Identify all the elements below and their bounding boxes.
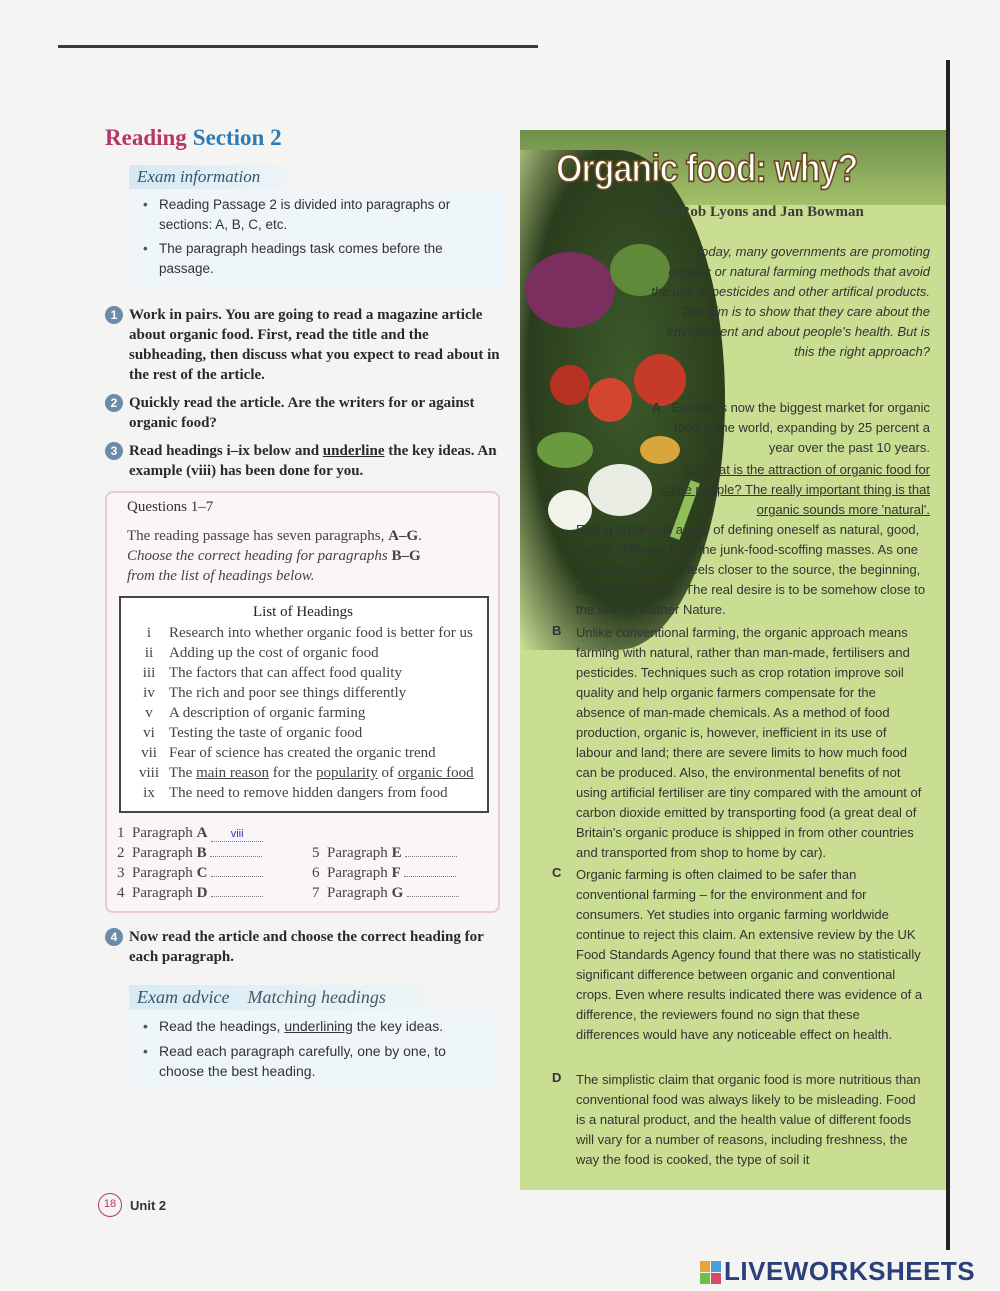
headings-title: List of Headings — [253, 604, 353, 620]
paragraph-d: The simplistic claim that organic food is more nutritious than conventional food was always likely to be misleading. Food is a natural product, and the health value of different foods will vary for a number of reasons, including freshness, the way the food is cooked, the type of soil it — [576, 1072, 921, 1167]
paragraph-answers — [117, 823, 486, 903]
article-panel — [520, 130, 946, 1190]
exam-information-box — [129, 189, 505, 291]
heading-part: for the — [268, 765, 317, 781]
answer-field-b[interactable] — [210, 856, 262, 857]
heading-row — [129, 783, 477, 803]
task-number: 3 — [105, 442, 123, 460]
instruction-text: The reading passage has seven paragraphs, — [127, 528, 389, 544]
paragraph-underlined: So what is the attraction of organic food for some people? The really important thing is that organic sounds more 'natural'. — [659, 462, 930, 517]
answer-field-f[interactable] — [404, 876, 456, 877]
heading-text: The rich and poor see things differently — [169, 685, 407, 701]
item-letter: A — [196, 825, 208, 841]
instruction-bold: B–G — [391, 548, 421, 564]
task-1 — [105, 305, 505, 385]
paragraph-label: C — [552, 865, 562, 880]
item-label: Paragraph — [327, 845, 388, 861]
heading-row — [129, 763, 477, 783]
questions-instructions — [127, 526, 486, 586]
answer-field-d[interactable] — [211, 896, 263, 897]
paragraph-a — [650, 398, 930, 458]
advice-underlined: underlining — [284, 1018, 353, 1034]
cucumber-shape — [537, 432, 593, 468]
questions-box — [105, 491, 500, 913]
heading-row — [129, 703, 477, 723]
heading-text: A description of organic farming — [169, 705, 366, 721]
paragraph-item — [117, 863, 312, 883]
heading-numeral: vii — [141, 745, 157, 761]
heading-text: Testing the taste of organic food — [169, 725, 363, 741]
info-item: • Reading Passage 2 is divided into paragraphs or sections: A, B, C, etc. — [137, 195, 495, 235]
paragraph-label: B — [552, 623, 562, 638]
paragraph-item — [117, 843, 312, 863]
item-number: 2 — [117, 845, 125, 861]
heading-numeral: v — [145, 705, 153, 721]
paragraph-text: Eating organic is a way of defining oneself as natural, good, caring, different from the junk-food-scoffing masses. As one journalist puts it: 'It feels closer to the source, the beginning, the start of things.' The real desire is to be somehow close to the soil, to Mother Nature. — [576, 522, 926, 617]
item-letter: C — [196, 865, 208, 881]
heading-underlined: main reason — [196, 765, 269, 781]
item-number: 4 — [117, 885, 125, 901]
tomato-shape — [588, 378, 632, 422]
item-label: Paragraph — [327, 885, 388, 901]
list-of-headings — [119, 596, 489, 813]
item-label: Paragraph — [132, 865, 193, 881]
task-text-underlined: underline — [322, 443, 385, 459]
questions-title: Questions 1–7 — [127, 499, 214, 515]
unit-label: Unit 2 — [130, 1197, 167, 1213]
info-item: • The paragraph headings task comes before the passage. — [137, 239, 495, 279]
task-number: 1 — [105, 306, 123, 324]
heading-text: The factors that can affect food quality — [169, 665, 402, 681]
task-number: 4 — [105, 928, 123, 946]
advice-text: the key ideas. — [352, 1018, 444, 1034]
exam-advice-topic: Matching headings — [247, 987, 386, 1007]
left-column — [105, 125, 505, 1092]
item-letter: E — [391, 845, 402, 861]
logo-text: LIVEWORKSHEETS — [724, 1256, 976, 1286]
answer-field-a[interactable]: viii — [211, 827, 263, 842]
answer-field-g[interactable] — [407, 896, 459, 897]
exam-advice-header — [129, 985, 449, 1010]
task-text: Read headings i–ix below and — [129, 443, 323, 459]
task-number: 2 — [105, 394, 123, 412]
paragraph-item — [312, 843, 492, 863]
task-text: Now read the article and choose the correct heading for each paragraph. — [129, 929, 484, 965]
exam-advice-label: Exam advice — [137, 987, 230, 1007]
advice-text: Read the headings, — [159, 1018, 285, 1034]
heading-row — [129, 663, 477, 683]
paragraph-item — [312, 883, 492, 903]
heading-numeral: i — [146, 625, 152, 641]
item-letter: G — [391, 885, 404, 901]
paragraph-b: Unlike conventional farming, the organic approach means farming with natural, rather than man-made, fertilisers and pesticides. Techniques such as crop rotation improve soil quality and help organic farmers compensate for the absence of man-made chemicals. As a method of food production, organic is, however, inefficient in its use of labour and land; there are severe limits to how much food can be produced. Also, the environmental benefits of not using artificial fertiliser are tiny compared with the amount of carbon dioxide emitted by transporting food (a great deal of Britain's organic produce is shipped in from other countries and transported from shop to home by car). — [576, 625, 922, 860]
answer-field-c[interactable] — [211, 876, 263, 877]
item-letter: B — [196, 845, 207, 861]
heading-numeral: iii — [142, 665, 156, 681]
heading-numeral: ii — [144, 645, 154, 661]
paragraph-item-empty — [312, 823, 492, 843]
reading-label: Reading — [105, 125, 187, 150]
task-4 — [105, 927, 505, 967]
page-edge-rule — [946, 60, 950, 1250]
task-text: the key ideas. An example (viii) has been done for you. — [129, 443, 497, 479]
heading-row — [129, 683, 477, 703]
heading-numeral: viii — [138, 765, 159, 781]
item-number: 7 — [312, 885, 320, 901]
item-number: 5 — [312, 845, 320, 861]
section-title — [105, 125, 505, 151]
answer-field-e[interactable] — [405, 856, 457, 857]
heading-text: Fear of science has created the organic trend — [169, 745, 436, 761]
paragraph-c: Organic farming is often claimed to be safer than conventional farming – for the environment and for consumers. Yet studies into organic farming worldwide continue to reject this claim. An extensive review by the UK Food Standards Agency found that there was no statistically significant difference between organic and conventional crops. Even where results indicated there was evidence of a difference, the reviewers found no sign that these differences would have any noticeable effect on health. — [576, 867, 923, 1042]
item-label: Paragraph — [132, 825, 193, 841]
heading-numeral: iv — [143, 685, 155, 701]
heading-part: of — [377, 765, 398, 781]
paragraph-label: D — [552, 1070, 562, 1085]
onion-shape — [588, 464, 652, 516]
article-title: Organic food: why? — [556, 147, 858, 191]
item-letter: F — [391, 865, 401, 881]
task-2 — [105, 393, 505, 433]
article-byline: by Rob Lyons and Jan Bowman — [660, 204, 864, 220]
exam-advice-box — [129, 1010, 499, 1092]
heading-row — [129, 723, 477, 743]
item-number: 3 — [117, 865, 125, 881]
logo-icon — [700, 1261, 720, 1283]
heading-text: The need to remove hidden dangers from food — [169, 785, 448, 801]
task-3 — [105, 441, 505, 481]
heading-text: Adding up the cost of organic food — [169, 645, 379, 661]
heading-text: Research into whether organic food is better for us — [169, 625, 473, 641]
task-text: Quickly read the article. Are the writers for or against organic food? — [129, 395, 475, 431]
top-rule — [58, 45, 538, 48]
paragraph-a-tail — [576, 520, 930, 620]
heading-row — [129, 623, 477, 643]
instruction-text: . — [418, 528, 422, 544]
advice-item: • Read each paragraph carefully, one by one, to choose the best heading. — [137, 1041, 491, 1081]
item-number: 6 — [312, 865, 320, 881]
exam-information-label: Exam information — [129, 165, 300, 189]
heading-underlined: organic food — [397, 765, 474, 781]
page-number: 18 — [98, 1193, 122, 1217]
heading-text — [169, 763, 477, 783]
page-footer — [98, 1193, 166, 1217]
item-label: Paragraph — [132, 885, 193, 901]
paragraph-a-continued — [650, 460, 930, 520]
paragraph-item — [312, 863, 492, 883]
item-letter: D — [196, 885, 208, 901]
task-text: Work in pairs. You are going to read a magazine article about organic food. First, read the title and the subheading, then discuss what you expect to read about in the rest of the article. — [129, 307, 500, 383]
section-label: Section 2 — [192, 125, 282, 150]
advice-item — [137, 1016, 491, 1036]
heading-numeral: ix — [143, 785, 155, 801]
heading-underlined: popularity — [316, 765, 378, 781]
paragraph-label: A — [651, 400, 662, 415]
heading-row — [129, 743, 477, 763]
tomato-shape — [550, 365, 590, 405]
heading-part: The — [169, 765, 197, 781]
liveworksheets-logo[interactable] — [700, 1256, 975, 1287]
instruction-italic: Choose the correct heading for paragraphs — [127, 548, 392, 564]
article-intro: Today, many governments are promoting organic or natural farming methods that avoid the use of pesticides and other artifical products. The aim is to show that they care about the environment and about people's health. But is this the right approach? — [651, 244, 930, 359]
red-cabbage-shape — [525, 252, 615, 328]
paragraph-item — [117, 823, 312, 843]
instruction-italic: from the list of headings below. — [127, 568, 315, 584]
paragraph-item — [117, 883, 312, 903]
instruction-bold: A–G — [388, 528, 419, 544]
heading-row — [129, 643, 477, 663]
item-label: Paragraph — [132, 845, 193, 861]
paragraph-text: Europe is now the biggest market for organic food in the world, expanding by 25 percent a year over the past 10 years. — [672, 400, 930, 455]
item-number: 1 — [117, 825, 125, 841]
heading-numeral: vi — [143, 725, 155, 741]
item-label: Paragraph — [327, 865, 388, 881]
